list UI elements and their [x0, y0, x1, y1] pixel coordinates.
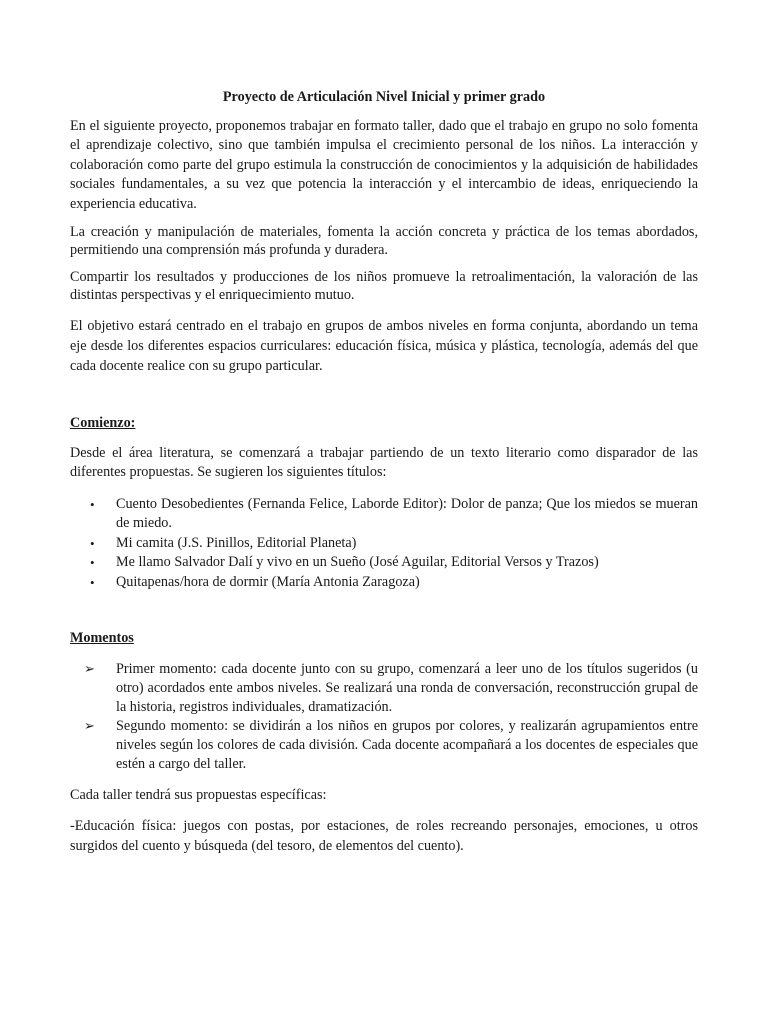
- comienzo-heading: Comienzo:: [70, 415, 136, 431]
- list-item-text: Mi camita (J.S. Pinillos, Editorial Planeta): [116, 534, 357, 551]
- list-item-text: Primer momento: cada docente junto con su grupo, comenzará a leer uno de los títulos sugeridos (u otro) acordados ente ambos niveles. Se realizará una ronda de conversación, reconstrucción grupal de la historia, registros individuales, dramatización.: [116, 660, 698, 715]
- bullet-icon: •: [90, 496, 95, 512]
- educacion-fisica-paragraph: -Educación física: juegos con postas, por estaciones, de roles recreando personajes, emociones, u otros surgidos del cuento y búsqueda (del tesoro, de elementos del cuento).: [70, 818, 698, 854]
- list-item: [70, 553, 698, 573]
- list-item-text: Segundo momento: se dividirán a los niños en grupos por colores, y realizarán agrupamientos entre niveles según los colores de cada división. Cada docente acompañará a los docentes de especiales que estén a cargo del taller.: [116, 717, 698, 772]
- list-item: [70, 717, 698, 774]
- titles-list: [70, 495, 698, 593]
- list-item-text: Cuento Desobedientes (Fernanda Felice, Laborde Editor): Dolor de panza; Que los miedos se mueran de miedo.: [116, 495, 698, 531]
- materials-paragraph: La creación y manipulación de materiales, fomenta la acción concreta y práctica de los temas abordados, permitiendo una comprensión más profunda y duradera.: [70, 224, 698, 258]
- comienzo-intro: Desde el área literatura, se comenzará a trabajar partiendo de un texto literario como disparador de las diferentes propuestas. Se sugieren los siguientes títulos:: [70, 444, 698, 480]
- intro-paragraph: En el siguiente proyecto, proponemos trabajar en formato taller, dado que el trabajo en grupo no solo fomenta el aprendizaje colectivo, sino que también impulsa el crecimiento personal de los niños. La interacción y colaboración como parte del grupo estimula la construcción de conocimientos y la adquisición de habilidades sociales fundamentales, a su vez que potencia la interacción y el intercambio de ideas, enriqueciendo la experiencia educativa.: [70, 117, 698, 212]
- bullet-icon: •: [90, 555, 95, 570]
- arrow-bullet-icon: ➢: [84, 718, 95, 734]
- list-item-text: Quitapenas/hora de dormir (María Antonia Zaragoza): [116, 573, 420, 590]
- momentos-list: [70, 660, 698, 774]
- list-item-text: Me llamo Salvador Dalí y vivo en un Sueño (José Aguilar, Editorial Versos y Trazos): [116, 554, 599, 570]
- list-item: [70, 534, 698, 554]
- list-item: [70, 660, 698, 717]
- objective-paragraph: El objetivo estará centrado en el trabajo en grupos de ambos niveles en forma conjunta, abordando un tema eje desde los diferentes espacios curriculares: educación física, música y plástica, tecnología, además del que cada docente realice con su grupo particular.: [70, 318, 698, 374]
- arrow-bullet-icon: ➢: [84, 661, 95, 677]
- document-body: [70, 88, 698, 856]
- bullet-icon: •: [90, 574, 95, 590]
- list-item: [70, 495, 698, 534]
- taller-paragraph: Cada taller tendrá sus propuestas específicas:: [70, 786, 327, 803]
- results-paragraph: Compartir los resultados y producciones de los niños promueve la retroalimentación, la valoración de las distintas perspectivas y el enriquecimiento mutuo.: [70, 269, 698, 303]
- document-title: Proyecto de Articulación Nivel Inicial y primer grado: [222, 89, 546, 105]
- list-item: [70, 573, 698, 593]
- momentos-heading: Momentos: [70, 630, 134, 646]
- bullet-icon: •: [90, 535, 95, 551]
